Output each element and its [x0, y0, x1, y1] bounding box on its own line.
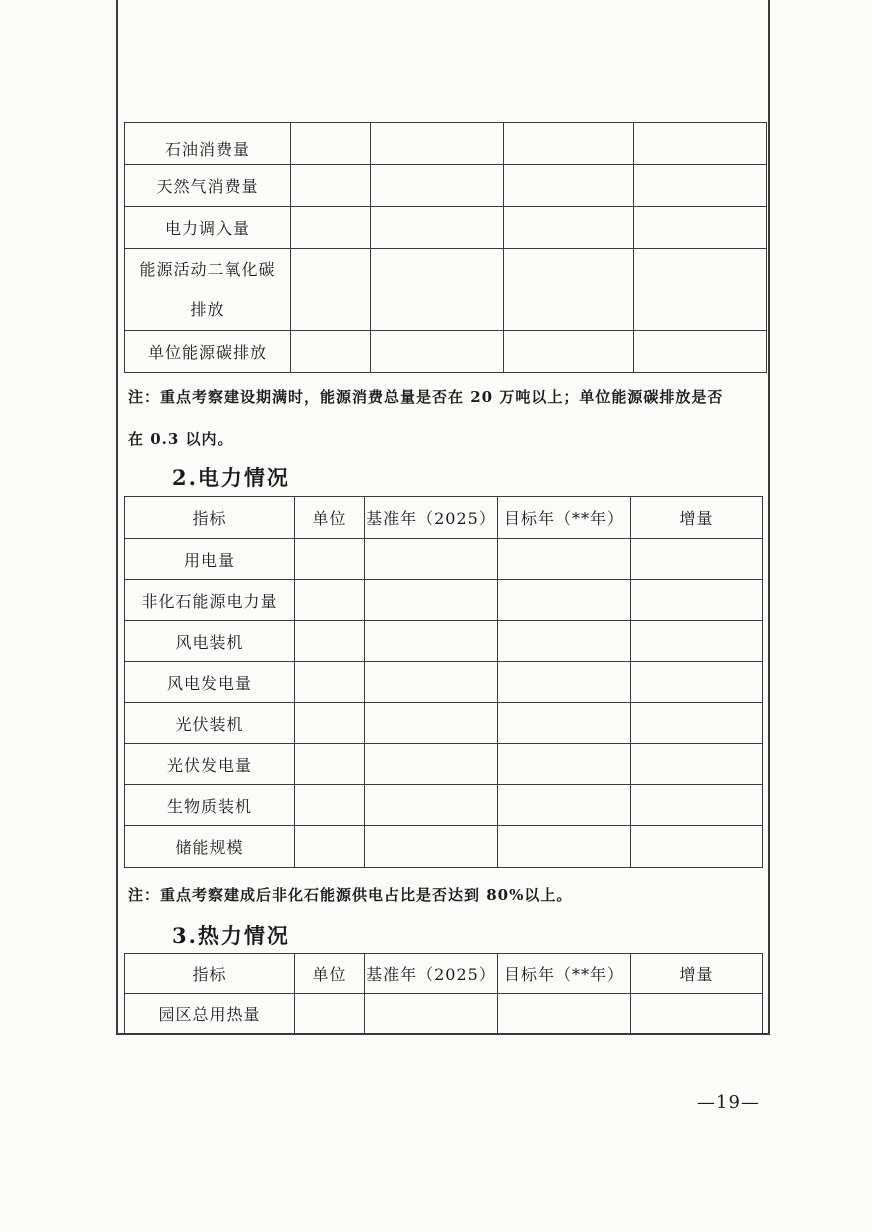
table-cell	[295, 703, 365, 744]
table-header-row	[125, 954, 763, 994]
energy-table	[124, 122, 767, 373]
table-row	[125, 580, 763, 621]
table-cell	[365, 539, 498, 580]
table-row	[125, 165, 767, 207]
table-cell	[498, 703, 631, 744]
table-cell	[498, 539, 631, 580]
table-header-row	[125, 497, 763, 539]
page-number: —19—	[697, 1092, 760, 1113]
table-cell	[631, 621, 763, 662]
header-cell: 指标	[125, 954, 295, 994]
section-title-heat: 3.热力情况	[172, 923, 290, 948]
note-line-1: 注：重点考察建设期满时，能源消费总量是否在 20 万吨以上；单位能源碳排放是否	[128, 388, 724, 406]
header-cell: 增量	[631, 497, 763, 539]
table-cell	[365, 621, 498, 662]
table-cell	[295, 580, 365, 621]
row-label: 园区总用热量	[125, 994, 295, 1034]
table-row	[125, 826, 763, 868]
row-label-line1: 能源活动二氧化碳	[139, 259, 276, 279]
table-cell	[291, 249, 371, 331]
header-cell: 基准年（2025）	[365, 497, 498, 539]
table-cell	[291, 207, 371, 249]
table-cell	[631, 703, 763, 744]
table-cell	[365, 826, 498, 868]
table-cell	[634, 331, 767, 373]
row-label: 电力调入量	[125, 207, 291, 249]
table-cell	[631, 580, 763, 621]
header-cell: 单位	[295, 954, 365, 994]
table-cell	[498, 744, 631, 785]
row-label: 天然气消费量	[125, 165, 291, 207]
table-cell	[631, 785, 763, 826]
table-cell	[504, 331, 634, 373]
table-cell	[504, 123, 634, 165]
power-table	[124, 496, 763, 868]
note-power: 注：重点考察建成后非化石能源供电占比是否达到 80%以上。	[128, 886, 573, 904]
table-cell	[291, 123, 371, 165]
table-cell	[295, 744, 365, 785]
table-cell	[498, 662, 631, 703]
table-cell	[295, 785, 365, 826]
row-label: 光伏装机	[125, 703, 295, 744]
table-cell	[634, 165, 767, 207]
header-cell: 目标年（**年）	[498, 954, 631, 994]
table-cell	[365, 662, 498, 703]
row-label: 用电量	[125, 539, 295, 580]
table-cell	[295, 662, 365, 703]
section-title-power: 2.电力情况	[172, 465, 290, 490]
row-label-line2: 排放	[190, 299, 225, 319]
table-row	[125, 249, 767, 331]
table-cell	[371, 165, 504, 207]
table-row	[125, 331, 767, 373]
table-cell	[365, 744, 498, 785]
row-label: 单位能源碳排放	[125, 331, 291, 373]
note-line-2: 在 0.3 以内。	[128, 430, 234, 448]
row-label: 光伏发电量	[125, 744, 295, 785]
row-label	[125, 249, 291, 331]
header-cell: 指标	[125, 497, 295, 539]
table-row	[125, 123, 767, 165]
table-row	[125, 994, 763, 1034]
table-row	[125, 785, 763, 826]
table-cell	[634, 249, 767, 331]
table-cell	[365, 785, 498, 826]
table-cell	[498, 621, 631, 662]
table-cell	[631, 539, 763, 580]
table-cell	[371, 123, 504, 165]
table-cell	[295, 994, 365, 1034]
header-cell: 目标年（**年）	[498, 497, 631, 539]
table-cell	[371, 249, 504, 331]
row-label: 储能规模	[125, 826, 295, 868]
table-cell	[504, 207, 634, 249]
table-cell	[498, 994, 631, 1034]
table-cell	[365, 703, 498, 744]
row-label: 非化石能源电力量	[125, 580, 295, 621]
table-cell	[631, 744, 763, 785]
table-cell	[504, 249, 634, 331]
table-row	[125, 539, 763, 580]
header-cell: 单位	[295, 497, 365, 539]
table-cell	[371, 207, 504, 249]
table-cell	[631, 994, 763, 1034]
table-cell	[365, 580, 498, 621]
table-row	[125, 621, 763, 662]
row-label: 风电发电量	[125, 662, 295, 703]
table-cell	[634, 207, 767, 249]
table-cell	[498, 580, 631, 621]
table-cell	[631, 662, 763, 703]
table-cell	[634, 123, 767, 165]
table-cell	[295, 621, 365, 662]
table-cell	[295, 539, 365, 580]
table-cell	[498, 826, 631, 868]
table-row	[125, 207, 767, 249]
header-cell: 基准年（2025）	[365, 954, 498, 994]
row-label: 石油消费量	[125, 123, 291, 165]
table-cell	[631, 826, 763, 868]
header-cell: 增量	[631, 954, 763, 994]
table-cell	[371, 331, 504, 373]
table-cell	[504, 165, 634, 207]
table-row	[125, 703, 763, 744]
table-cell	[295, 826, 365, 868]
table-cell	[365, 994, 498, 1034]
table-row	[125, 662, 763, 703]
table-cell	[291, 331, 371, 373]
table-row	[125, 744, 763, 785]
table-cell	[291, 165, 371, 207]
heat-table	[124, 953, 763, 1034]
row-label: 风电装机	[125, 621, 295, 662]
row-label: 生物质装机	[125, 785, 295, 826]
table-cell	[498, 785, 631, 826]
